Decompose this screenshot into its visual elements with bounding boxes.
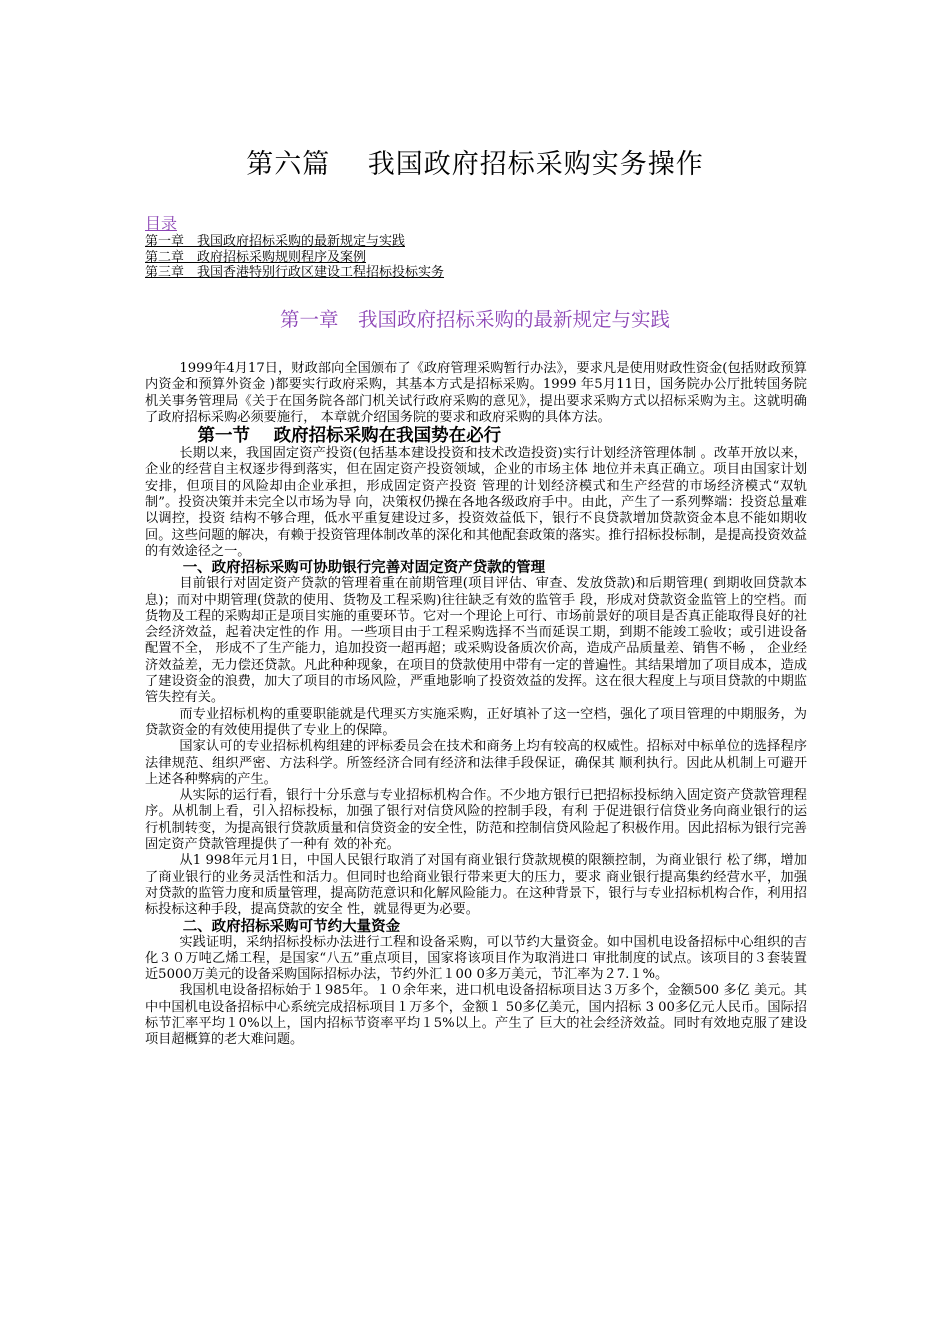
subsection-heading-1: 一、政府招标采购可协助银行完善对固定资产贷款的管理	[182, 559, 546, 577]
paragraph: 而专业招标机构的重要职能就是代理买方实施采购，正好填补了这一空档，强化了项目管理的中期服务，为贷款资金的有效使用提供了专业上的保障。	[145, 706, 807, 738]
paragraph: 我国机电设备招标始于１985年。１０余年来，进口机电设备招标项目达３万多个，金额500 多亿 美元。其中中国机电设备招标中心系统完成招标项目１万多个，金额１ 50多亿美元，国内招标 3 00多亿元人民币。国际招标节汇率平均１0%以上，国内招标节资率平均１5%以上。产生了 巨大的社会经济效益。同时有效地克服了建设项目超概算的老大难问题。	[145, 983, 807, 1048]
intro-paragraph: 1999年4月17日，财政部向全国颁布了《政府管理采购暂行办法》，要求凡是使用财政性资金(包括财政预算内资金和预算外资金 )都要实行政府采购，其基本方式是招标采购。1999 年5月11日，国务院办公厅批转国务院机关事务管理局《关于在国务院各部门机关试行政府采购的意见》，提出要求采购方式以招标采购为主。这就明确了政府招标采购必须要施行， 本章就介绍国务院的要求和政府采购的具体方法。	[145, 361, 807, 425]
toc-link-chapter-1[interactable]: 第一章 我国政府招标采购的最新规定与实践	[145, 234, 406, 249]
paragraph: 从1 998年元月1日，中国人民银行取消了对国有商业银行贷款规模的限额控制，为商业银行 松了绑，增加了商业银行的业务灵活性和活力。但同时也给商业银行带来更大的压力，要求 商业银行提高集约经营水平，加强对贷款的监管力度和质量管理，提高防范意识和化解风险能力。在这种背景下，银行与专业招标机构合作，利用招标投标这种手段，提高贷款的安全 性，就显得更为必要。	[145, 853, 807, 918]
paragraph: 从实际的运行看，银行十分乐意与专业招标机构合作。不少地方银行已把招标投标纳入固定资产贷款管理程序。从机制上看，引入招标投标，加强了银行对信贷风险的控制手段，有利 于促进银行信贷业务向商业银行的运行机制转变，为提高银行贷款质量和信贷资金的安全性，防范和控制信贷风险起了积极作用。因此招标为银行完善固定资产贷款管理提供了一种有 效的补充。	[145, 788, 807, 853]
paragraph: 国家认可的专业招标机构组建的评标委员会在技术和商务上均有较高的权威性。招标对中标单位的选择程序法律规范、组织严密、方法科学。所签经济合同有经济和法律手段保证，确保其 顺利执行。因此从机制上可避开上述各种弊病的产生。	[145, 739, 807, 787]
paragraph: 目前银行对固定资产贷款的管理着重在前期管理(项目评估、审查、发放贷款)和后期管理( 到期收回贷款本息)；而对中期管理(贷款的使用、货物及工程采购)往往缺乏有效的监管手 段，形成对贷款资金监管上的空档。而货物及工程的采购却正是项目实施的重要环节。它对一个理论上可行、市场前景好的项目是否真正能取得良好的社会经济效益，起着决定性的作 用。一些项目由于工程采购选择不当而延误工期，到期不能竣工验收；或引进设备配置不全， 形成不了生产能力，追加投资一超再超；或采购设备质次价高，造成产品质量差、销售不畅 ， 企业经济效益差，无力偿还贷款。凡此种种现象，在项目的贷款使用中带有一定的普遍性。其结果增加了项目成本，造成了建设资金的浪费，加大了项目的市场风险，严重地影响了投资效益的发挥。这在很大程度上与项目贷款的中期监管失控有关。	[145, 576, 807, 706]
page-title: 第六篇 我国政府招标采购实务操作	[246, 149, 704, 180]
chapter-title: 第一章 我国政府招标采购的最新规定与实践	[279, 308, 670, 331]
paragraph: 实践证明，采纳招标投标办法进行工程和设备采购，可以节约大量资金。如中国机电设备招标中心组织的吉化３０万吨乙烯工程，是国家“八五”重点项目，国家将该项目作为取消进口 审批制度的试点。该项目的３套装置近5000万美元的设备采购国际招标办法，节约外汇１00 0多万美元，节汇率为２7.１%。	[145, 934, 807, 983]
toc-link-chapter-3[interactable]: 第三章 我国香港特别行政区建设工程招标投标实务	[145, 265, 445, 280]
table-of-contents	[145, 214, 444, 281]
section-heading: 第一节 政府招标采购在我国势在必行	[197, 426, 502, 447]
body-text	[145, 361, 807, 1049]
toc-link-chapter-2[interactable]: 第二章 政府招标采购规则程序及案例	[145, 249, 367, 265]
section-paragraph: 长期以来，我国固定资产投资(包括基本建设投资和技术改造投资)实行计划经济管理体制 。改革开放以来，企业的经营自主权逐步得到落实，但在固定资产投资领域，企业的市场主体 地位并未真正确立。项目由国家计划安排，但项目的风险却由企业承担，形成固定资产投资 管理的计划经济模式和生产经营的市场经济模式“双轨制”。投资决策并未完全以市场为导 向，决策权仍操在各地各级政府手中。由此，产生了一系列弊端：投资总量难以调控，投资 结构不够合理，低水平重复建设过多，投资效益低下，银行不良贷款增加贷款资金本息不能如期收回。这些问题的解决，有赖于投资管理体制改革的深化和其他配套政策的落实。推行招标投标制，是提高投资效益的有效途径之一。	[145, 446, 807, 559]
toc-heading-link[interactable]: 目录	[145, 214, 178, 233]
subsection-heading-2: 二、政府招标采购可节约大量资金	[182, 917, 401, 935]
